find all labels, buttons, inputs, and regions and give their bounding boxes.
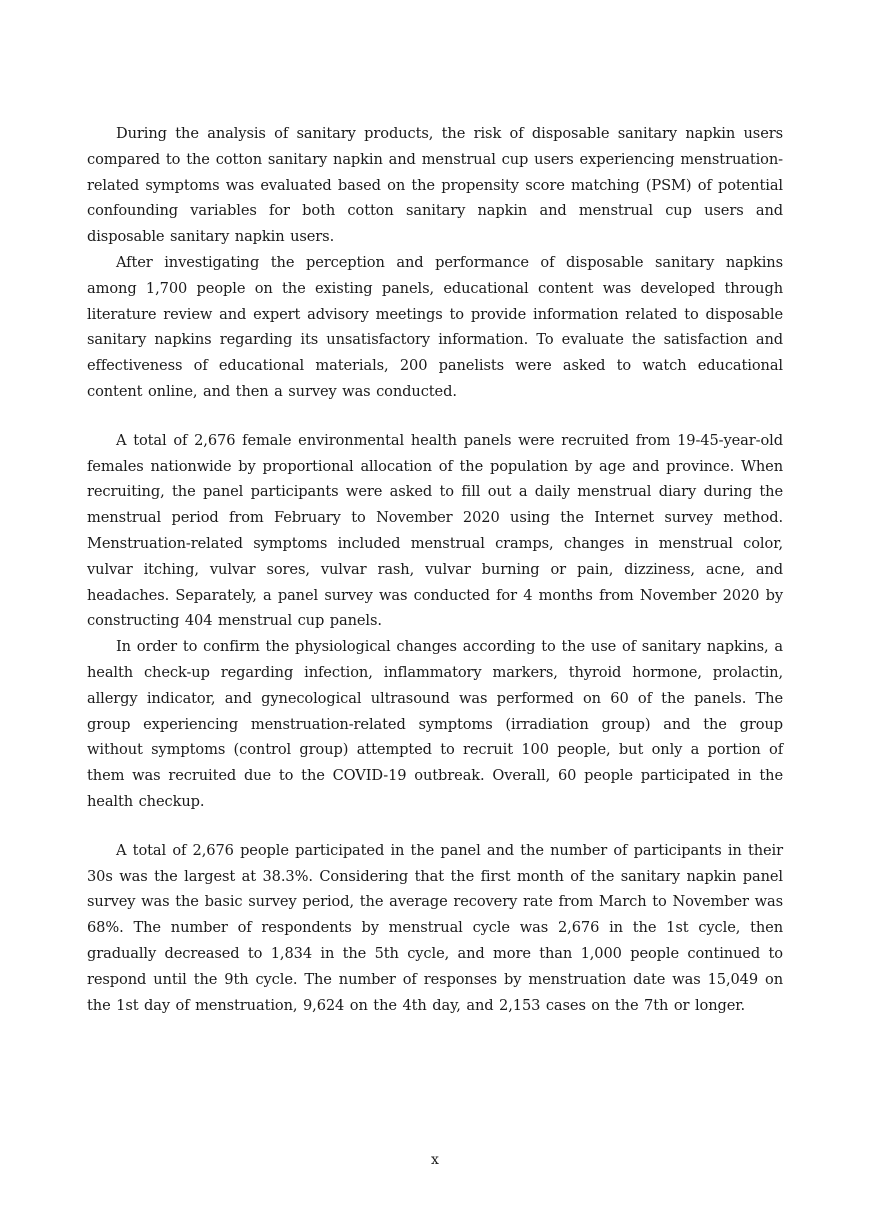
paragraph: A total of 2,676 people participated in the panel and the number of participants in their 30s was the largest at 38.3%. Considering that the first month of the sanitary napkin panel survey was the basic survey period, the average recovery rate from March to November was 68%. The number of respondents by menstrual cycle was 2,676 in the 1st cycle, then gradually decreased to 1,834 in the 5th cycle, and more than 1,000 people continued to respond until the 9th cycle. The number of responses by menstruation date was 15,049 on the 1st day of menstruation, 9,624 on the 4th day, and 2,153 cases on the 7th or longer. bbox=[87, 841, 783, 1014]
paragraph: In order to confirm the physiological changes according to the use of sanitary napkins, a health check-up regarding infection, inflammatory markers, thyroid hormone, prolactin, allergy indicator, and gynecological ultrasound was performed on 60 of the panels. The group experiencing menstruation-related symptoms (irradiation group) and the group without symptoms (control group) attempted to recruit 100 people, but only a portion of them was recruited due to the COVID-19 outbreak. Overall, 60 people participated in the health checkup. bbox=[87, 638, 783, 810]
page-number: x bbox=[431, 1152, 439, 1168]
page-body bbox=[87, 121, 783, 1018]
paragraph: During the analysis of sanitary products, the risk of disposable sanitary napkin users compared to the cotton sanitary napkin and menstrual cup users experiencing menstruation-related symptoms was evaluated based on the propensity score matching (PSM) of potential confounding variables for both cotton sanitary napkin and menstrual cup users and disposable sanitary napkin users. bbox=[87, 125, 783, 246]
section-gap bbox=[87, 405, 783, 428]
section-gap bbox=[87, 815, 783, 838]
paragraph: A total of 2,676 female environmental health panels were recruited from 19-45-year-old females nationwide by proportional allocation of the population by age and province. When recruiting, the panel participants were asked to fill out a daily menstrual diary during the menstrual period from February to November 2020 using the Internet survey method. Menstruation-related symptoms included menstrual cramps, changes in menstrual color, vulvar itching, vulvar sores, vulvar rash, vulvar burning or pain, dizziness, acne, and headaches. Separately, a panel survey was conducted for 4 months from November 2020 by constructing 404 menstrual cup panels. bbox=[87, 431, 783, 630]
paragraph: After investigating the perception and performance of disposable sanitary napkins among 1,700 people on the existing panels, educational content was developed through literature review and expert advisory meetings to provide information related to disposable sanitary napkins regarding its unsatisfactory information. To evaluate the satisfaction and effectiveness of educational materials, 200 panelists were asked to watch educational content online, and then a survey was conducted. bbox=[87, 253, 783, 400]
